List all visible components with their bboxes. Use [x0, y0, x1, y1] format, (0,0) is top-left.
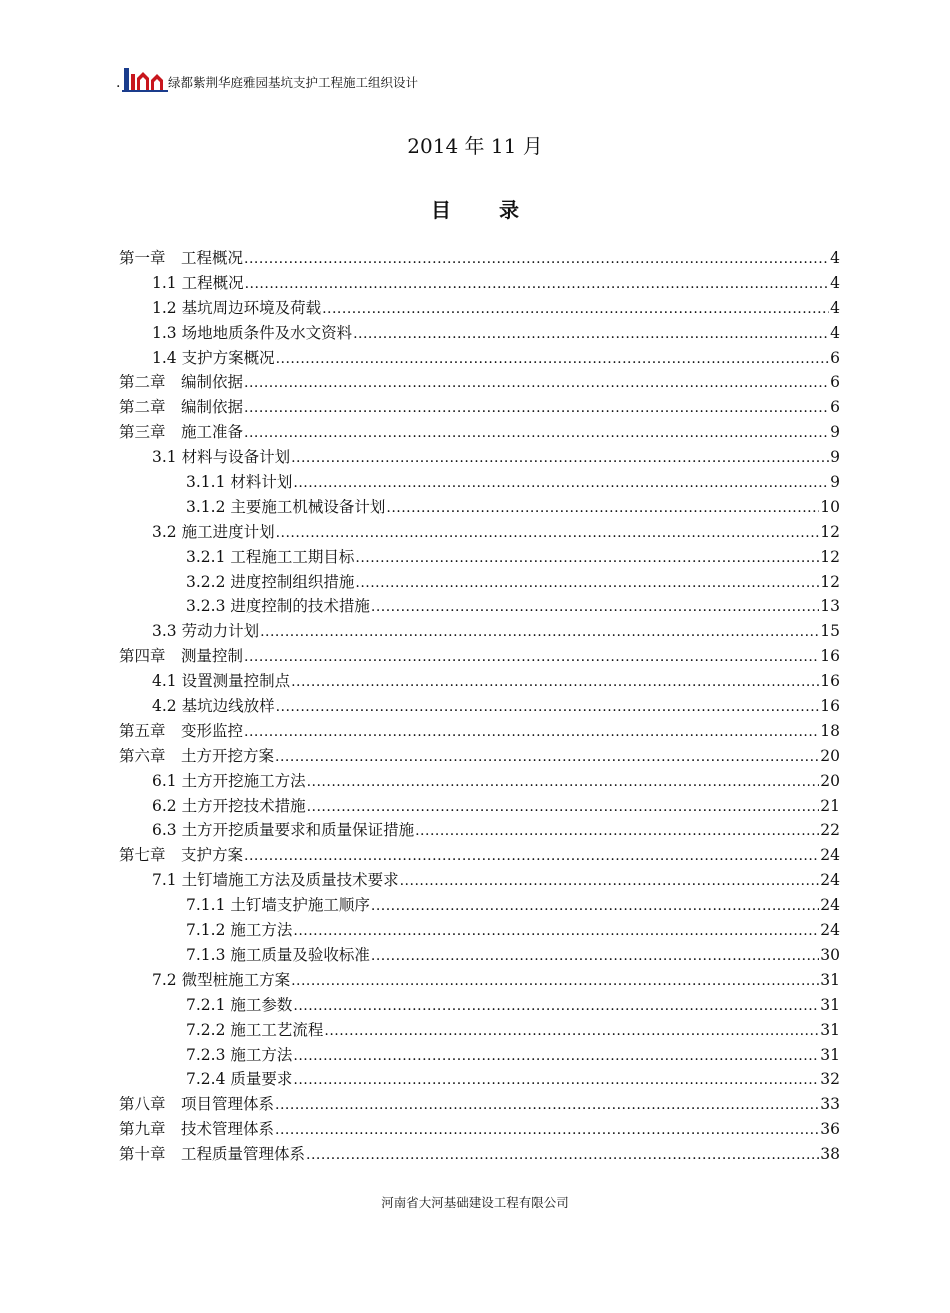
toc-entry[interactable]	[119, 843, 840, 868]
toc-entry-page: 33	[820, 1095, 840, 1114]
toc-leader-dots	[355, 545, 819, 571]
toc-entry[interactable]	[119, 346, 840, 371]
document-date: 2014 年 11 月	[407, 134, 543, 158]
toc-entry-label: 3.2.1 工程施工工期目标	[186, 547, 355, 566]
toc-leader-dots	[244, 370, 829, 396]
toc-leader-dots	[276, 694, 820, 720]
toc-leader-dots	[276, 520, 820, 546]
toc-leader-dots	[353, 321, 829, 347]
toc-entry[interactable]	[119, 296, 840, 321]
toc-entry[interactable]	[119, 594, 840, 619]
toc-entry-page: 12	[820, 547, 840, 566]
toc-entry-label: 1.2 基坑周边环境及荷载	[152, 298, 322, 317]
toc-entry-label: 7.1.3 施工质量及验收标准	[186, 945, 370, 964]
toc-entry-page: 31	[820, 995, 840, 1014]
toc-entry-page: 6	[830, 398, 840, 417]
toc-entry-page: 13	[820, 597, 840, 616]
toc-entry-page: 31	[820, 1045, 840, 1064]
toc-entry[interactable]	[119, 570, 840, 595]
document-title: 绿都紫荆华庭雅园基坑支护工程施工组织设计	[168, 75, 419, 90]
toc-entry[interactable]	[119, 669, 840, 694]
toc-entry-page: 6	[830, 373, 840, 392]
toc-entry[interactable]	[119, 868, 840, 893]
toc-entry-page: 12	[820, 522, 840, 541]
toc-entry[interactable]	[119, 1117, 840, 1142]
toc-entry[interactable]	[119, 271, 840, 296]
toc-entry-page: 36	[820, 1120, 840, 1139]
toc-leader-dots	[322, 296, 829, 322]
toc-entry-page: 4	[830, 323, 840, 342]
toc-entry-page: 31	[820, 970, 840, 989]
toc-entry[interactable]	[119, 744, 840, 769]
toc-entry-page: 9	[830, 423, 840, 442]
toc-entry[interactable]	[119, 520, 840, 545]
toc-entry[interactable]	[119, 1067, 840, 1092]
toc-entry[interactable]	[119, 918, 840, 943]
toc-leader-dots	[306, 1142, 819, 1168]
toc-entry-page: 16	[820, 647, 840, 666]
toc-leader-dots	[276, 346, 830, 372]
toc-entry-page: 20	[820, 746, 840, 765]
toc-entry[interactable]	[119, 370, 840, 395]
toc-leader-dots	[275, 1117, 819, 1143]
toc-leader-dots	[371, 893, 819, 919]
toc-leader-dots	[293, 470, 829, 496]
toc-entry-label: 3.2 施工进度计划	[152, 522, 275, 541]
toc-entry[interactable]	[119, 420, 840, 445]
toc-entry-label: 第八章 项目管理体系	[119, 1095, 275, 1114]
toc-entry[interactable]	[119, 619, 840, 644]
toc-entry[interactable]	[119, 794, 840, 819]
toc-entry[interactable]	[119, 769, 840, 794]
toc-entry-page: 4	[830, 273, 840, 292]
toc-entry[interactable]	[119, 644, 840, 669]
toc-entry-label: 3.3 劳动力计划	[152, 622, 260, 641]
toc-leader-dots	[291, 669, 819, 695]
toc-entry[interactable]	[119, 1043, 840, 1068]
toc-entry-page: 24	[820, 846, 840, 865]
toc-entry[interactable]	[119, 694, 840, 719]
page-header	[116, 66, 836, 100]
toc-entry-page: 21	[820, 796, 840, 815]
toc-entry[interactable]	[119, 321, 840, 346]
toc-heading: 目录	[431, 198, 567, 222]
toc-entry-label: 7.2.1 施工参数	[186, 995, 293, 1014]
toc-entry-page: 24	[820, 921, 840, 940]
toc-entry-label: 第四章 测量控制	[119, 647, 244, 666]
toc-entry-label: 7.1.2 施工方法	[186, 921, 293, 940]
toc-leader-dots	[245, 271, 830, 297]
toc-entry-label: 第二章 编制依据	[119, 398, 244, 417]
toc-entry-page: 24	[820, 896, 840, 915]
toc-leader-dots	[275, 1092, 819, 1118]
toc-leader-dots	[244, 246, 829, 272]
toc-entry-page: 10	[820, 497, 840, 516]
toc-leader-dots	[291, 968, 819, 994]
toc-entry-label: 3.1.2 主要施工机械设备计划	[186, 497, 386, 516]
toc-entry[interactable]	[119, 1018, 840, 1043]
toc-leader-dots	[244, 395, 829, 421]
toc-entry[interactable]	[119, 818, 840, 843]
toc-entry-label: 4.1 设置测量控制点	[152, 672, 291, 691]
toc-entry-label: 1.3 场地地质条件及水文资料	[152, 323, 353, 342]
toc-leader-dots	[293, 918, 819, 944]
toc-leader-dots	[371, 594, 819, 620]
toc-entry-label: 第七章 支护方案	[119, 846, 244, 865]
toc-entry-label: 7.2 微型桩施工方案	[152, 970, 291, 989]
toc-entry-label: 3.2.3 进度控制的技术措施	[186, 597, 370, 616]
toc-entry[interactable]	[119, 893, 840, 918]
toc-entry-label: 第十章 工程质量管理体系	[119, 1145, 306, 1164]
toc-entry-label: 3.1 材料与设备计划	[152, 448, 291, 467]
toc-entry-page: 9	[830, 448, 840, 467]
toc-entry[interactable]	[119, 968, 840, 993]
toc-leader-dots	[293, 993, 819, 1019]
toc-leader-dots	[291, 445, 829, 471]
toc-entry-page: 24	[820, 871, 840, 890]
toc-leader-dots	[244, 719, 819, 745]
toc-entry-label: 7.1.1 土钉墙支护施工顺序	[186, 896, 370, 915]
toc-entry-page: 31	[820, 1020, 840, 1039]
toc-leader-dots	[275, 744, 819, 770]
toc-leader-dots	[244, 644, 819, 670]
toc-entry-label: 第五章 变形监控	[119, 721, 244, 740]
toc-leader-dots	[355, 570, 819, 596]
toc-entry[interactable]	[119, 395, 840, 420]
toc-entry[interactable]	[119, 470, 840, 495]
toc-leader-dots	[293, 1067, 819, 1093]
header-dot: .	[116, 75, 121, 91]
toc-entry-label: 第三章 施工准备	[119, 423, 244, 442]
toc-entry-page: 16	[820, 697, 840, 716]
toc-entry-page: 22	[820, 821, 840, 840]
toc-entry-page: 15	[820, 622, 840, 641]
toc-leader-dots	[260, 619, 819, 645]
toc-entry-label: 6.1 土方开挖施工方法	[152, 771, 306, 790]
toc-leader-dots	[244, 843, 819, 869]
toc-entry[interactable]	[119, 246, 840, 271]
toc-entry-label: 第六章 土方开挖方案	[119, 746, 275, 765]
company-footer: 河南省大河基础建设工程有限公司	[381, 1195, 569, 1210]
toc-entry-label: 7.2.4 质量要求	[186, 1070, 293, 1089]
toc-entry-label: 1.4 支护方案概况	[152, 348, 275, 367]
toc-entry-page: 30	[820, 945, 840, 964]
toc-leader-dots	[415, 818, 819, 844]
toc-entry-label: 3.2.2 进度控制组织措施	[186, 572, 355, 591]
toc-entry[interactable]	[119, 445, 840, 470]
toc-leader-dots	[244, 420, 829, 446]
toc-entry-label: 7.2.3 施工方法	[186, 1045, 293, 1064]
toc-entry[interactable]	[119, 719, 840, 744]
toc-entry-page: 16	[820, 672, 840, 691]
toc-entry-page: 18	[820, 721, 840, 740]
toc-entry[interactable]	[119, 1092, 840, 1117]
toc-entry-page: 32	[820, 1070, 840, 1089]
toc-leader-dots	[307, 794, 820, 820]
toc-entry-page: 9	[830, 473, 840, 492]
toc-leader-dots	[307, 769, 820, 795]
toc-entry[interactable]	[119, 993, 840, 1018]
toc-leader-dots	[400, 868, 820, 894]
toc-leader-dots	[324, 1018, 819, 1044]
toc-entry[interactable]	[119, 545, 840, 570]
toc-entry-label: 7.2.2 施工工艺流程	[186, 1020, 324, 1039]
toc-entry-label: 6.2 土方开挖技术措施	[152, 796, 306, 815]
table-of-contents	[119, 246, 840, 1167]
toc-entry-page: 4	[830, 298, 840, 317]
toc-entry-page: 20	[820, 771, 840, 790]
toc-entry-label: 第九章 技术管理体系	[119, 1120, 275, 1139]
toc-leader-dots	[386, 495, 819, 521]
toc-entry-label: 第一章 工程概况	[119, 249, 244, 267]
toc-entry-page: 38	[820, 1145, 840, 1164]
toc-entry-label: 6.3 土方开挖质量要求和质量保证措施	[152, 821, 415, 840]
toc-leader-dots	[293, 1043, 819, 1069]
toc-leader-dots	[371, 943, 819, 969]
toc-entry-label: 1.1 工程概况	[152, 273, 244, 292]
toc-entry-label: 7.1 土钉墙施工方法及质量技术要求	[152, 871, 399, 890]
toc-entry[interactable]	[119, 495, 840, 520]
toc-entry-label: 第二章 编制依据	[119, 373, 244, 392]
toc-entry-page: 12	[820, 572, 840, 591]
toc-entry-label: 4.2 基坑边线放样	[152, 697, 275, 716]
toc-entry-page: 6	[830, 348, 840, 367]
toc-entry[interactable]	[119, 1142, 840, 1167]
toc-entry[interactable]	[119, 943, 840, 968]
toc-entry-label: 3.1.1 材料计划	[186, 473, 293, 492]
toc-entry-page: 4	[830, 249, 840, 267]
